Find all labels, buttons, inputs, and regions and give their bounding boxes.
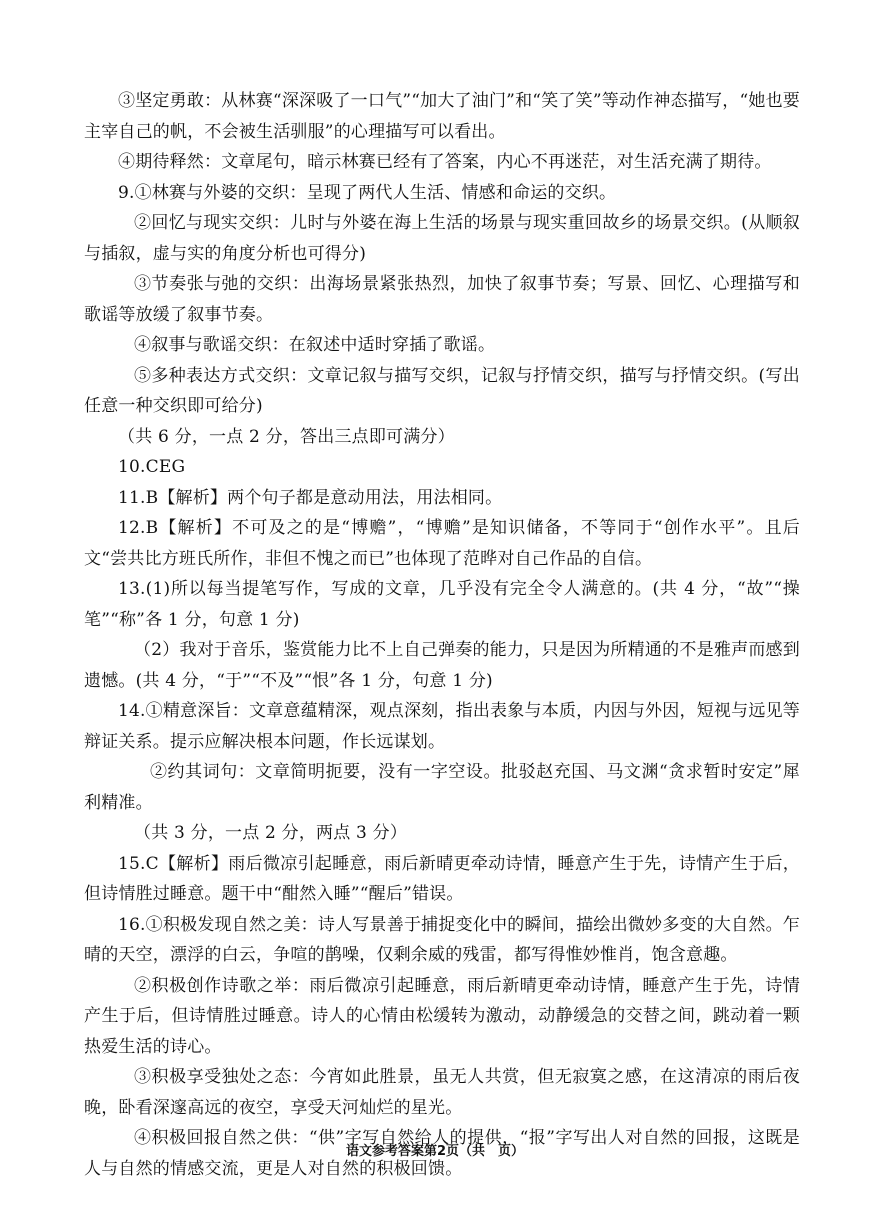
answer-16-point-3: ③积极享受独处之态：今宵如此胜景，虽无人共赏，但无寂寞之感，在这清凉的雨后夜晚，卧看深邃高远的夜空，享受天河灿烂的星光。 — [84, 1067, 800, 1118]
answer-9-point-5: ⑤多种表达方式交织：文章记叙与描写交织，记叙与抒情交织，描写与抒情交织。(写出任意一种交织即可给分) — [84, 365, 800, 416]
answer-9-point-2: ②回忆与现实交织：儿时与外婆在海上生活的场景与现实重回故乡的场景交织。(从顺叙与插叙，虚与实的角度分析也可得分) — [84, 213, 800, 264]
answer-9-point-3: ③节奏张与弛的交织：出海场景紧张热烈，加快了叙事节奏；写景、回忆、心理描写和歌谣等放缓了叙事节奏。 — [84, 274, 800, 325]
answer-14-point-2: ②约其词句：文章简明扼要，没有一字空设。批驳赵充国、马文渊“贪求暂时安定”犀利精准。 — [84, 762, 800, 813]
answer-11: 11.B【解析】两个句子都是意动用法，用法相同。 — [118, 487, 503, 508]
answer-8-point-3: ③坚定勇敢：从林赛“深深吸了一口气”“加大了油门”和“笑了笑”等动作神态描写，“她也要主宰自己的帆，不会被生活驯服”的心理描写可以看出。 — [84, 91, 800, 142]
answer-16-point-1: 16.①积极发现自然之美：诗人写景善于捕捉变化中的瞬间，描绘出微妙多变的大自然。乍晴的天空，漂浮的白云，争喧的鹊噪，仅剩余威的残雷，都写得惟妙惟肖，饱含意趣。 — [84, 914, 800, 965]
answer-9-point-4: ④叙事与歌谣交织：在叙述中适时穿插了歌谣。 — [134, 335, 496, 355]
answer-13-part-2: （2）我对于音乐，鉴赏能力比不上自己弹奏的能力，只是因为所精通的不是雅声而感到遗憾。(共 4 分，“于”“不及”“恨”各 1 分，句意 1 分) — [84, 640, 800, 691]
answer-8-point-4: ④期待释然：文章尾句，暗示林赛已经有了答案，内心不再迷茫，对生活充满了期待。 — [118, 152, 772, 172]
answer-14-scoring: （共 3 分，一点 2 分，两点 3 分） — [134, 823, 408, 843]
answer-10: 10.CEG — [118, 457, 186, 477]
answer-16-point-2: ②积极创作诗歌之举：雨后微凉引起睡意，雨后新晴更牵动诗情，睡意产生于先，诗情产生于后，但诗情胜过睡意。诗人的心情由松缓转为激动，动静缓急的交替之间，跳动着一颗热爱生活的诗心。 — [84, 975, 800, 1057]
answer-14-point-1: 14.①精意深旨：文章意蕴精深，观点深刻，指出表象与本质，内因与外因，短视与远见等辩证关系。提示应解决根本问题，作长远谋划。 — [84, 701, 800, 752]
page-footer: 语文参考答案第2页（共 页） — [345, 1144, 525, 1159]
answer-9-scoring: （共 6 分，一点 2 分，答出三点即可满分） — [118, 426, 455, 447]
answer-9-point-1: 9.①林赛与外婆的交织：呈现了两代人生活、情感和命运的交织。 — [118, 182, 617, 203]
answer-16-point-4: ④积极回报自然之供：“供”字写自然给人的提供，“报”字写出人对自然的回报，这既是人与自然的情感交流，更是人对自然的积极回馈。 — [84, 1128, 800, 1179]
answer-13-part-1: 13.(1)所以每当提笔写作，写成的文章，几乎没有完全令人满意的。(共 4 分，“故”“操笔”“称”各 1 分，句意 1 分) — [84, 579, 800, 630]
answer-12: 12.B【解析】不可及之的是“博赡”，“博赡”是知识储备，不等同于“创作水平”。且后文“尝共比方班氏所作，非但不愧之而已”也体现了范晔对自己作品的自信。 — [84, 518, 800, 569]
answer-15: 15.C【解析】雨后微凉引起睡意，雨后新晴更牵动诗情，睡意产生于先，诗情产生于后，但诗情胜过睡意。题干中“酣然入睡”“醒后”错误。 — [84, 853, 800, 904]
